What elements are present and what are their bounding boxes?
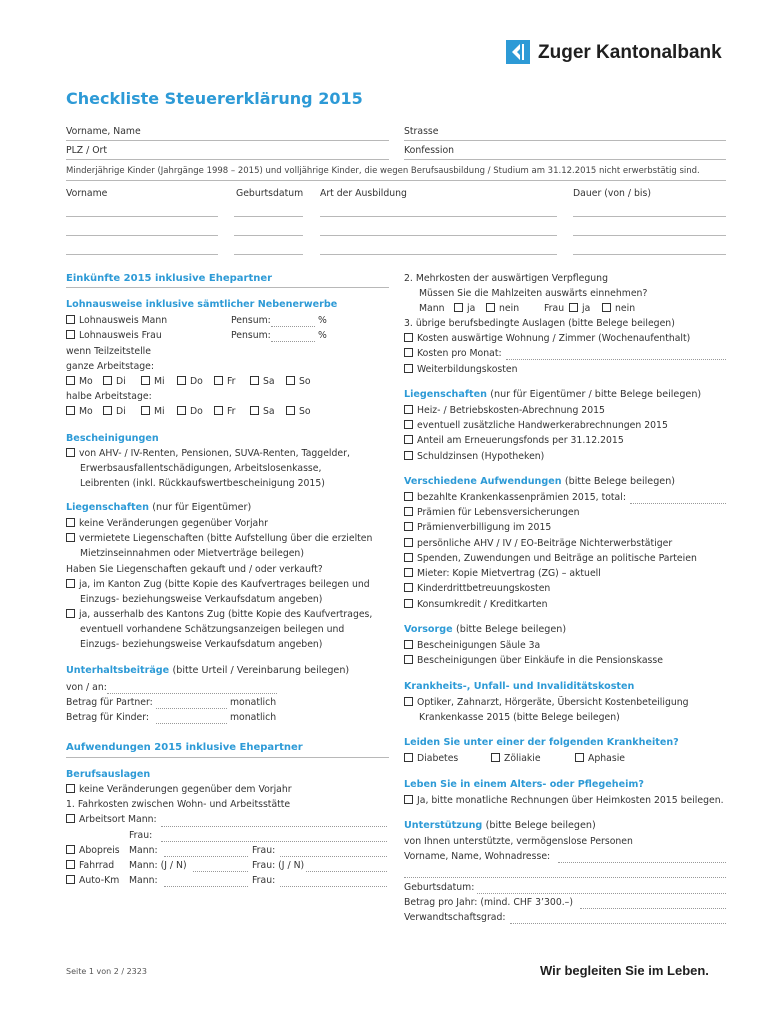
pensum-field[interactable] [271,326,315,327]
checkbox[interactable] [66,814,75,823]
heim-title: Leben Sie in einem Alters- oder Pflegeheim? [404,779,644,790]
besch-line: Leibrenten (inkl. Rückkaufswertbescheinigung 2015) [80,478,325,489]
divider [66,287,389,288]
field-konfession[interactable] [404,159,726,160]
checkbox[interactable] [66,315,75,324]
bescheinigungen-title: Bescheinigungen [66,433,159,444]
checkbox[interactable] [404,583,413,592]
slogan: Wir begleiten Sie im Leben. [540,963,709,978]
kinder-field[interactable] [66,216,218,217]
checkbox-ja[interactable] [454,303,463,312]
ganze-tage-label: ganze Arbeitstage: [66,361,155,372]
col-dauer: Dauer (von / bis) [573,188,651,199]
liegen-right-title: Liegenschaften (nur für Eigentümer / bitte Belege beilegen) [404,389,702,400]
abopreis-frau-field[interactable] [280,856,387,857]
uebrige-auslagen: 3. übrige berufsbedingte Auslagen (bitte Belege beilegen) [404,318,675,329]
liegen-row[interactable]: keine Veränderungen gegenüber Vorjahr [66,516,268,531]
arbeitsort-mann-field[interactable] [161,826,387,827]
checkbox[interactable] [66,784,75,793]
field-vorname-name[interactable] [66,140,389,141]
checkbox[interactable] [66,533,75,542]
liegen-row[interactable]: ja, im Kanton Zug (bitte Kopie des Kaufvertrages beilegen und [66,577,370,592]
kinder-field[interactable] [66,235,218,236]
checkbox[interactable] [404,451,413,460]
checkbox-day[interactable] [214,376,223,385]
checkbox[interactable] [404,435,413,444]
krank-row[interactable]: Optiker, Zahnarzt, Hörgeräte, Übersicht Kostenbeteiligung [404,695,689,710]
label-strasse: Strasse [404,126,439,137]
versch-row[interactable]: bezahlte Krankenkassenprämien 2015, total: [404,490,626,505]
verwandt-field[interactable] [510,923,726,924]
checkbox[interactable] [404,333,413,342]
abopreis-mann-field[interactable] [164,856,248,857]
betrag-jahr-field[interactable] [580,908,726,909]
fahrrad-row[interactable]: Fahrrad [66,858,114,873]
checkbox-nein[interactable] [602,303,611,312]
checkbox[interactable] [404,599,413,608]
checkbox[interactable] [404,640,413,649]
krank-title: Krankheits-, Unfall- und Invaliditätskosten [404,681,635,692]
kinder-field[interactable] [234,254,303,255]
liegen-line: Einzugs- beziehungsweise Verkaufsdatum angeben) [80,639,323,650]
beruf-row[interactable]: keine Veränderungen gegenüber dem Vorjahr [66,782,292,797]
mehrkosten: 2. Mehrkosten der auswärtigen Verpflegung [404,273,608,284]
checkbox[interactable] [66,579,75,588]
versch-title: Verschiedene Aufwendungen (bitte Belege beilegen) [404,476,676,487]
fahrrad-frau-field[interactable] [306,871,387,872]
betrag-kinder-field[interactable] [156,723,227,724]
fahrrad-mann-field[interactable] [193,871,248,872]
checkbox[interactable] [404,655,413,664]
autokm-row[interactable]: Auto-Km [66,873,119,888]
percent: % [318,315,327,326]
liegen-line: eventuell vorhandene Schätzungsanzeigen beilegen und [80,624,345,635]
betrag-jahr-label: Betrag pro Jahr: (mind. CHF 3’300.–) [404,897,573,908]
krankenkasse-total-field[interactable] [630,503,726,504]
checkbox[interactable] [404,420,413,429]
mahlzeiten-options: Mann ja nein Frau ja nein [419,303,636,314]
kinder-field[interactable] [320,235,557,236]
checkbox-day[interactable] [141,406,150,415]
versch-row[interactable]: persönliche AHV / IV / EO-Beiträge Nichterwerbstätiger [404,536,672,551]
lohn-frau-row[interactable]: Lohnausweis Frau [66,328,162,343]
vorsorge-row[interactable]: Bescheinigungen Säule 3a [404,638,540,653]
geburtsdatum-label: Geburtsdatum: [404,882,475,893]
col-ausbildung: Art der Ausbildung [320,188,407,199]
betrag-partner-label: Betrag für Partner: [66,697,153,708]
label-vorname-name: Vorname, Name [66,126,141,137]
versch-row[interactable]: Mieter: Kopie Mietvertrag (ZG) – aktuell [404,566,601,581]
unterst-line: von Ihnen unterstützte, vermögenslose Personen [404,836,633,847]
halbe-tage-label: halbe Arbeitstage: [66,391,152,402]
logo-text: Zuger Kantonalbank [538,42,722,63]
checkbox[interactable] [66,609,75,618]
checkbox[interactable] [404,492,413,501]
liegen-row[interactable]: ja, ausserhalb des Kantons Zug (bitte Kopie des Kaufvertrages, [66,607,372,622]
versch-row[interactable]: Kinderdrittbetreuungskosten [404,581,550,596]
section-aufwendungen: Aufwendungen 2015 inklusive Ehepartner [66,742,303,753]
checkbox-zoeliakie[interactable] [491,753,500,762]
mann-label: Mann: [129,875,158,886]
verwandt-label: Verwandtschaftsgrad: [404,912,506,923]
section-einkuenfte: Einkünfte 2015 inklusive Ehepartner [66,273,273,284]
checkbox-day[interactable] [214,406,223,415]
checkbox[interactable] [66,448,75,457]
abopreis-row[interactable]: Abopreis [66,843,120,858]
checkbox-day[interactable] [66,376,75,385]
versch-row[interactable]: Spenden, Zuwendungen und Beiträge an politische Parteien [404,551,697,566]
monatlich: monatlich [230,712,277,723]
versch-row[interactable]: Prämienverbilligung im 2015 [404,520,551,535]
kinder-field[interactable] [573,235,726,236]
unterst-title: Unterstützung (bitte Belege beilegen) [404,820,596,831]
liegen-row[interactable]: vermietete Liegenschaften (bitte Aufstellung über die erzielten [66,531,372,546]
kinder-field[interactable] [320,254,557,255]
autokm-frau-field[interactable] [280,886,387,887]
liegen-right-row[interactable]: Schuldzinsen (Hypotheken) [404,449,544,464]
monatlich: monatlich [230,697,277,708]
unterst-adresse-field-2[interactable] [404,877,726,878]
checkbox[interactable] [404,507,413,516]
checkbox[interactable] [404,364,413,373]
krank-line: Krankenkasse 2015 (bitte Belege beilegen) [419,712,620,723]
checkbox-day[interactable] [66,406,75,415]
liegen-left-title: Liegenschaften (nur für Eigentümer) [66,502,252,513]
pensum-field[interactable] [271,341,315,342]
label-plz-ort: PLZ / Ort [66,145,107,156]
zkb-logo-icon [506,40,530,64]
divider [66,757,389,758]
pensum-label: Pensum: [231,330,271,341]
label-konfession: Konfession [404,145,455,156]
kinder-field[interactable] [573,254,726,255]
kinder-field[interactable] [573,216,726,217]
checkbox[interactable] [404,522,413,531]
vorsorge-row[interactable]: Bescheinigungen über Einkäufe in die Pensionskasse [404,653,663,668]
beruf-fahrkosten: 1. Fahrkosten zwischen Wohn- und Arbeitsstätte [66,799,291,810]
geburtsdatum-field[interactable] [477,893,726,894]
kosten-monat-row[interactable]: Kosten pro Monat: [404,346,502,361]
col-vorname: Vorname [66,188,108,199]
checkbox[interactable] [66,875,75,884]
unterst-adresse-field[interactable] [558,862,726,863]
checkbox-day[interactable] [177,376,186,385]
kinder-field[interactable] [234,216,303,217]
teilzeit-label: wenn Teilzeitstelle [66,346,151,357]
berufsauslagen-title: Berufsauslagen [66,769,151,780]
checkbox-day[interactable] [177,406,186,415]
mahlzeiten-question: Müssen Sie die Mahlzeiten auswärts einnehmen? [419,288,648,299]
checkbox-aphasie[interactable] [575,753,584,762]
liegen-right-row[interactable]: Heiz- / Betriebskosten-Abrechnung 2015 [404,403,605,418]
betrag-partner-field[interactable] [156,708,227,709]
mann-jn-label: Mann: (J / N) [129,860,187,871]
kinder-field[interactable] [320,216,557,217]
liegen-right-row[interactable]: eventuell zusätzliche Handwerkerabrechnungen 2015 [404,418,668,433]
checkbox[interactable] [404,553,413,562]
kosten-monat-field[interactable] [506,359,726,360]
liegen-question: Haben Sie Liegenschaften gekauft und / oder verkauft? [66,564,323,575]
pensum-label: Pensum: [231,315,271,326]
page-title: Checkliste Steuererklärung 2015 [66,89,363,108]
checkbox[interactable] [66,860,75,869]
betrag-kinder-label: Betrag für Kinder: [66,712,150,723]
von-an-field[interactable] [107,693,277,694]
liegen-right-row[interactable]: Anteil am Erneuerungsfonds per 31.12.2015 [404,433,624,448]
leiden-title: Leiden Sie unter einer der folgenden Krankheiten? [404,737,679,748]
besch-line: Erwerbsausfallentschädigungen, Arbeitslosenkasse, [80,463,322,474]
checkbox[interactable] [66,845,75,854]
checkbox[interactable] [404,348,413,357]
checkbox[interactable] [66,330,75,339]
liegen-line: Mietzinseinnahmen oder Mietverträge beilegen) [80,548,304,559]
checkbox-day[interactable] [250,406,259,415]
heim-row[interactable]: Ja, bitte monatliche Rechnungen über Heimkosten 2015 beilegen. [404,793,724,808]
arbeitsort-frau-field[interactable] [161,841,387,842]
mann-label: Mann: [129,845,158,856]
checkbox[interactable] [404,538,413,547]
leiden-options: Diabetes Zöliakie Aphasie [404,751,458,766]
besch-row[interactable]: von AHV- / IV-Renten, Pensionen, SUVA-Renten, Taggelder, [66,446,350,461]
kinder-intro: Minderjährige Kinder (Jahrgänge 1998 – 2015) und volljährige Kinder, die wegen Berufsausbildung / Studium am 31.12.2015 nicht erwerbstätig sind. [66,166,700,176]
checkbox[interactable] [404,697,413,706]
kosten-wohnung-row[interactable]: Kosten auswärtige Wohnung / Zimmer (Wochenaufenthalt) [404,331,690,346]
col-geburtsdatum: Geburtsdatum [236,188,304,199]
lohn-mann-row[interactable]: Lohnausweis Mann [66,313,167,328]
checkbox-day[interactable] [141,376,150,385]
checkbox[interactable] [404,405,413,414]
field-strasse[interactable] [404,140,726,141]
frau-jn-label: Frau: (J / N) [252,860,305,871]
checkbox[interactable] [404,795,413,804]
checkbox-day[interactable] [286,406,295,415]
liegen-line: Einzugs- beziehungsweise Verkaufsdatum angeben) [80,594,323,605]
weiterbildung-row[interactable]: Weiterbildungskosten [404,362,517,377]
checkbox-day[interactable] [103,406,112,415]
divider [66,180,726,181]
checkbox-nein[interactable] [486,303,495,312]
kinder-field[interactable] [66,254,218,255]
frau-label: Frau: [252,845,276,856]
page-number: Seite 1 von 2 / 2323 [66,967,147,976]
vorsorge-title: Vorsorge (bitte Belege beilegen) [404,624,567,635]
versch-row[interactable]: Prämien für Lebensversicherungen [404,505,580,520]
von-an-label: von / an: [66,682,107,693]
percent: % [318,330,327,341]
unterst-adresse-label: Vorname, Name, Wohnadresse: [404,851,551,862]
arbeitsort-frau-label: Frau: [129,830,153,841]
checkbox[interactable] [404,568,413,577]
lohnausweise-title: Lohnausweise inklusive sämtlicher Nebenerwerbe [66,299,338,310]
kinder-field[interactable] [234,235,303,236]
arbeitsort-row[interactable]: Arbeitsort Mann: [66,812,157,827]
field-plz-ort[interactable] [66,159,389,160]
frau-label: Frau: [252,875,276,886]
versch-row[interactable]: Konsumkredit / Kreditkarten [404,597,547,612]
autokm-mann-field[interactable] [164,886,248,887]
checkbox-ja[interactable] [569,303,578,312]
checkbox[interactable] [66,518,75,527]
unterhalt-title: Unterhaltsbeiträge (bitte Urteil / Vereinbarung beilegen) [66,665,350,676]
checkbox-diabetes[interactable] [404,753,413,762]
checkbox-day[interactable] [250,376,259,385]
checkbox-day[interactable] [103,376,112,385]
checkbox-day[interactable] [286,376,295,385]
